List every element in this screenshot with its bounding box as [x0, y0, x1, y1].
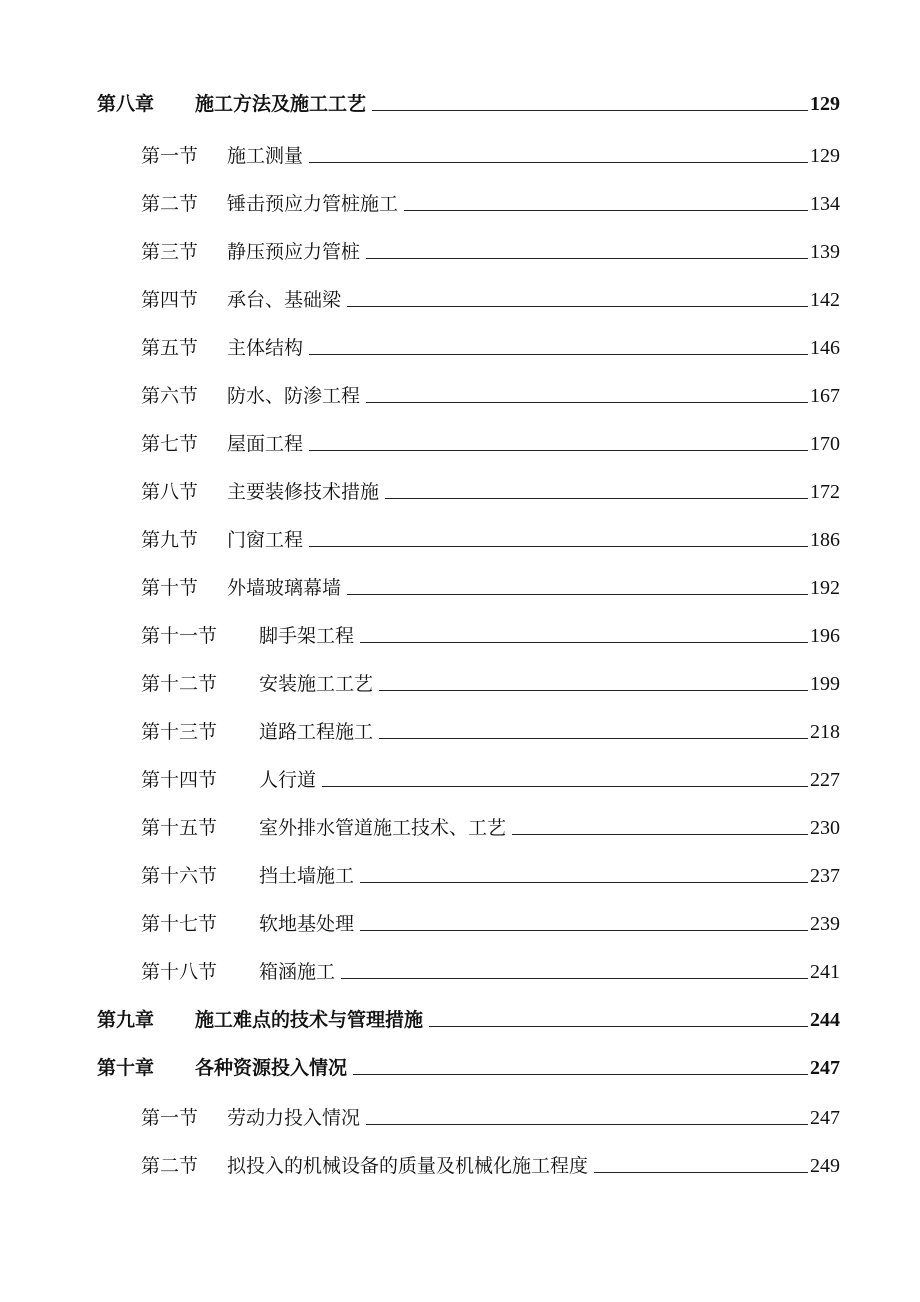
chapter-title: 施工难点的技术与管理措施: [195, 1009, 424, 1031]
toc-section-entry[interactable]: [141, 622, 840, 648]
section-number: 第八节: [141, 481, 199, 503]
page-number: 196: [810, 625, 840, 647]
section-number: 第二节: [141, 1155, 199, 1177]
leader-line: [404, 210, 808, 211]
section-number: 第三节: [141, 241, 199, 263]
section-number: 第十五节: [141, 817, 218, 839]
leader-line: [429, 1026, 808, 1027]
section-title: 拟投入的机械设备的质量及机械化施工程度: [227, 1155, 589, 1177]
leader-line: [379, 690, 808, 691]
page-number: 244: [810, 1009, 840, 1031]
section-title: 防水、防渗工程: [227, 385, 361, 407]
section-title: 主体结构: [227, 337, 304, 359]
section-number: 第二节: [141, 193, 199, 215]
section-title: 劳动力投入情况: [227, 1107, 361, 1129]
page-number: 192: [810, 577, 840, 599]
leader-line: [309, 162, 808, 163]
toc-section-entry[interactable]: [141, 190, 840, 216]
page-number: 247: [810, 1057, 840, 1079]
toc-section-entry[interactable]: [141, 382, 840, 408]
toc-chapter-entry[interactable]: [97, 1006, 840, 1032]
page-number: 239: [810, 913, 840, 935]
page-number: 167: [810, 385, 840, 407]
section-number: 第一节: [141, 1107, 199, 1129]
section-title: 室外排水管道施工技术、工艺: [259, 817, 507, 839]
leader-line: [353, 1074, 808, 1075]
leader-line: [322, 786, 808, 787]
toc-section-entry[interactable]: [141, 1104, 840, 1130]
page-number: 227: [810, 769, 840, 791]
section-title: 道路工程施工: [259, 721, 374, 743]
page-number: 129: [810, 145, 840, 167]
toc-section-entry[interactable]: [141, 670, 840, 696]
leader-line: [347, 306, 808, 307]
leader-line: [347, 594, 808, 595]
toc-section-entry[interactable]: [141, 334, 840, 360]
section-number: 第六节: [141, 385, 199, 407]
page-number: 186: [810, 529, 840, 551]
toc-section-entry[interactable]: [141, 142, 840, 168]
leader-line: [309, 354, 808, 355]
section-title: 门窗工程: [227, 529, 304, 551]
section-title: 安装施工工艺: [259, 673, 374, 695]
section-number: 第九节: [141, 529, 199, 551]
toc-section-entry[interactable]: [141, 958, 840, 984]
page-number: 249: [810, 1155, 840, 1177]
page-number: 247: [810, 1107, 840, 1129]
section-title: 挡土墙施工: [259, 865, 355, 887]
section-number: 第十四节: [141, 769, 218, 791]
chapter-title: 施工方法及施工工艺: [195, 93, 367, 115]
leader-line: [379, 738, 808, 739]
section-title: 外墙玻璃幕墙: [227, 577, 342, 599]
toc-section-entry[interactable]: [141, 814, 840, 840]
page-number: 170: [810, 433, 840, 455]
section-number: 第十二节: [141, 673, 218, 695]
section-number: 第十节: [141, 577, 199, 599]
section-number: 第五节: [141, 337, 199, 359]
toc-section-entry[interactable]: [141, 478, 840, 504]
leader-line: [309, 546, 808, 547]
leader-line: [366, 402, 808, 403]
section-title: 主要装修技术措施: [227, 481, 380, 503]
section-title: 软地基处理: [259, 913, 355, 935]
page-number: 172: [810, 481, 840, 503]
chapter-number: 第十章: [97, 1057, 155, 1079]
leader-line: [360, 930, 808, 931]
section-number: 第十一节: [141, 625, 218, 647]
section-title: 箱涵施工: [259, 961, 336, 983]
page-number: 218: [810, 721, 840, 743]
section-number: 第十三节: [141, 721, 218, 743]
section-number: 第十六节: [141, 865, 218, 887]
leader-line: [366, 1124, 808, 1125]
section-title: 脚手架工程: [259, 625, 355, 647]
section-title: 屋面工程: [227, 433, 304, 455]
page-number: 139: [810, 241, 840, 263]
section-title: 锤击预应力管桩施工: [227, 193, 399, 215]
toc-section-entry[interactable]: [141, 526, 840, 552]
leader-line: [372, 110, 808, 111]
toc-section-entry[interactable]: [141, 766, 840, 792]
toc-section-entry[interactable]: [141, 910, 840, 936]
section-title: 承台、基础梁: [227, 289, 342, 311]
leader-line: [385, 498, 808, 499]
leader-line: [360, 642, 808, 643]
toc-section-entry[interactable]: [141, 430, 840, 456]
page-number: 134: [810, 193, 840, 215]
page-number: 237: [810, 865, 840, 887]
leader-line: [512, 834, 808, 835]
toc-section-entry[interactable]: [141, 862, 840, 888]
leader-line: [366, 258, 808, 259]
chapter-number: 第八章: [97, 93, 155, 115]
section-number: 第十八节: [141, 961, 218, 983]
section-number: 第四节: [141, 289, 199, 311]
toc-chapter-entry[interactable]: [97, 90, 840, 116]
page-number: 241: [810, 961, 840, 983]
leader-line: [360, 882, 808, 883]
leader-line: [309, 450, 808, 451]
page-number: 146: [810, 337, 840, 359]
section-title: 静压预应力管桩: [227, 241, 361, 263]
toc-section-entry[interactable]: [141, 1152, 840, 1178]
section-title: 施工测量: [227, 145, 304, 167]
toc-section-entry[interactable]: [141, 286, 840, 312]
section-number: 第一节: [141, 145, 199, 167]
page-number: 142: [810, 289, 840, 311]
leader-line: [341, 978, 808, 979]
section-number: 第十七节: [141, 913, 218, 935]
page-number: 230: [810, 817, 840, 839]
page-number: 129: [810, 93, 840, 115]
toc-section-entry[interactable]: [141, 574, 840, 600]
chapter-title: 各种资源投入情况: [195, 1057, 348, 1079]
page-number: 199: [810, 673, 840, 695]
section-title: 人行道: [259, 769, 317, 791]
section-number: 第七节: [141, 433, 199, 455]
toc-chapter-entry[interactable]: [97, 1054, 840, 1080]
toc-section-entry[interactable]: [141, 238, 840, 264]
toc-section-entry[interactable]: [141, 718, 840, 744]
leader-line: [594, 1172, 808, 1173]
chapter-number: 第九章: [97, 1009, 155, 1031]
